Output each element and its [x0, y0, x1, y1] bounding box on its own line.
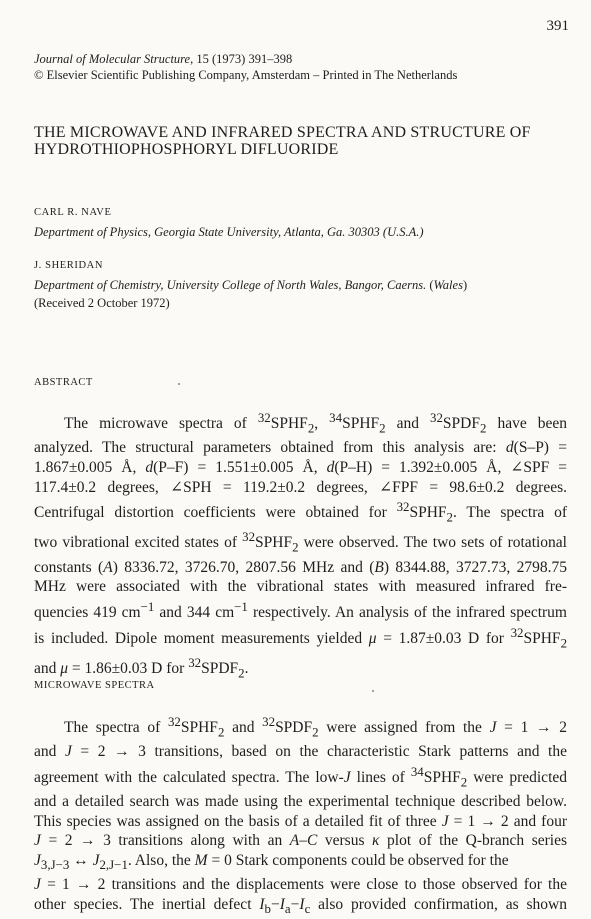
print-speck — [372, 690, 374, 692]
text-line: The microwave spectra of $^{32}SPHF_2$, $^{34}SPHF_2$ and $^{32}SPDF_2$ have been — [64, 410, 567, 436]
text-line: quencies 419 $cm^{-1}$ and 344 $cm^{-1}$ respectively. An analysis of the infrared spectrum — [34, 599, 567, 622]
text-line: two vibrational excited states of $^{32}SPHF_2$ were observed. The two sets of rotational — [34, 529, 567, 555]
text-line: The spectra of $^{32}SPHF_2$ and $^{32}SPDF_2$ were assigned from the J = 1 → 2 — [64, 714, 567, 740]
text-line: analyzed. The structural parameters obtained from this analysis are: d(S–P) = — [34, 439, 567, 457]
article-title — [34, 124, 574, 158]
text-line: MHz were associated with the vibrational states with measured infrared fre- — [34, 578, 567, 596]
author-name: CARL R. NAVE — [34, 207, 112, 218]
journal-citation — [34, 52, 292, 67]
print-speck — [178, 383, 180, 385]
title-line-2: HYDROTHIOPHOSPHORYL DIFLUORIDE — [34, 141, 339, 158]
received-date: (Received 2 October 1972) — [34, 296, 170, 310]
text-line: $J_{3,J-3}$ ↔ $J_{2,J-1}$. Also, the M = 0 Stark components could be observed for the — [34, 852, 509, 873]
publisher-line: © Elsevier Scientific Publishing Company, Amsterdam – Printed in The Netherlands — [34, 68, 458, 82]
text-line: other species. The inertial defect $I_b-I_a-I_c$ also provided confirmation, as shown — [34, 895, 567, 917]
page-number: 391 — [546, 18, 569, 34]
text-line: J = 1 → 2 transitions and the displacements were close to those observed for the — [34, 876, 567, 894]
text-line: and J = 2 → 3 transitions, based on the characteristic Stark patterns and the — [34, 743, 567, 761]
text-line: is included. Dipole moment measurements yielded μ = 1.87±0.03 D for $^{32}SPHF_2$ — [34, 625, 568, 651]
section-heading-microwave: MICROWAVE SPECTRA — [34, 680, 155, 691]
abstract-heading: ABSTRACT — [34, 377, 93, 388]
microwave-text — [34, 712, 567, 919]
text-line: J = 2 → 3 transitions along with an A–C versus κ plot of the Q-branch series — [34, 832, 567, 850]
title-line-1: THE MICROWAVE AND INFRARED SPECTRA AND STRUCTURE OF — [34, 124, 531, 141]
abstract-text — [34, 408, 567, 683]
author-name: J. SHERIDAN — [34, 260, 104, 271]
text-line: and a detailed search was made using the experimental technique described below. — [34, 792, 567, 810]
text-line: This species was assigned on the basis of a detailed fit of three J = 1 → 2 and four — [34, 812, 567, 830]
author-affiliation: Department of Physics, Georgia State University, Atlanta, Ga. 30303 (U.S.A.) — [34, 225, 424, 239]
text-line: 1.867±0.005 Å, d(P–F) = 1.551±0.005 Å, d(P–H) = 1.392±0.005 Å, ∠SPF = — [34, 458, 567, 476]
text-line: constants (A) 8336.72, 3726.70, 2807.56 MHz and (B) 8344.88, 3727.73, 2798.75 — [34, 558, 567, 576]
text-line: Centrifugal distortion coefficients were obtained for $^{32}SPHF_2$. The spectra of — [34, 499, 567, 525]
text-line: agreement with the calculated spectra. The low-J lines of $^{34}SPHF_2$ were predicted — [34, 763, 568, 790]
text-line: 117.4±0.2 degrees, ∠SPH = 119.2±0.2 degrees, ∠FPF = 98.6±0.2 degrees. — [34, 478, 567, 496]
journal-volume: 15 (1973) 391–398 — [193, 52, 293, 66]
journal-name: Journal of Molecular Structure, — [34, 52, 194, 66]
text-line: and μ = 1.86±0.03 D for $^{32}SPDF_2$. — [34, 655, 249, 681]
author-affiliation: Department of Chemistry, University College of North Wales, Bangor, Caerns. (Wales) — [34, 278, 468, 292]
